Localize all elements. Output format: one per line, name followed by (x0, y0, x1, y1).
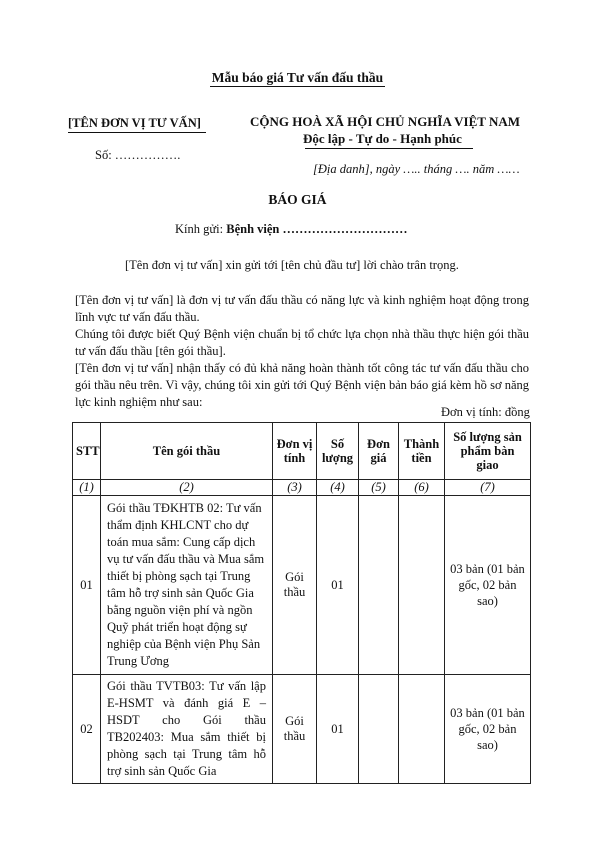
header-amount: Thành tiền (399, 423, 445, 480)
national-title: CỘNG HOÀ XÃ HỘI CHỦ NGHĨA VIỆT NAM (250, 114, 521, 129)
table-row (73, 675, 531, 784)
table-header-row (73, 423, 531, 480)
header-stt: STT (73, 423, 101, 480)
greeting-line: [Tên đơn vị tư vấn] xin gửi tới [tên chủ đầu tư] lời chào trân trọng. (125, 258, 459, 272)
header-unit-price: Đơn giá (359, 423, 399, 480)
salutation (175, 222, 408, 237)
header-unit: Đơn vị tính (273, 423, 317, 480)
national-motto: Độc lập - Tự do - Hạnh phúc (303, 131, 462, 146)
row-quantity: 01 (317, 675, 359, 784)
quotation-table (72, 422, 531, 784)
row-package-name: Gói thầu TVTB03: Tư vấn lập E-HSMT và đánh giá E – HSDT cho Gói thầu TB202403: Mua sắm thiết bị phòng sạch tại Trung tâm hỗ trợ sinh sản Quốc Gia (101, 675, 273, 784)
paragraph-intro: [Tên đơn vị tư vấn] là đơn vị tư vấn đấu thầu có năng lực và kinh nghiệm hoạt động trong lĩnh vực tư vấn đấu thầu. (75, 293, 529, 324)
row-stt: 02 (73, 675, 101, 784)
header-quantity: Số lượng (317, 423, 359, 480)
currency-unit-note: Đơn vị tính: đồng (441, 405, 530, 419)
index-cell: (1) (73, 480, 101, 496)
paragraph-context: Chúng tôi được biết Quý Bệnh viện chuẩn bị tổ chức lựa chọn nhà thầu thực hiện gói thầu tư vấn đấu thầu [tên gói thầu]. (75, 327, 529, 358)
row-unit: Gói thầu (273, 675, 317, 784)
form-title: Mẫu báo giá Tư vấn đấu thầu (211, 70, 384, 85)
document-number: Số: ……………. (95, 148, 181, 162)
row-unit: Gói thầu (273, 496, 317, 675)
index-cell: (6) (399, 480, 445, 496)
index-cell: (7) (445, 480, 531, 496)
consultant-org-name: [TÊN ĐƠN VỊ TƯ VẤN] (68, 116, 201, 130)
document-heading: BÁO GIÁ (268, 192, 327, 207)
table-row (73, 496, 531, 675)
org-name-underline (68, 132, 206, 133)
row-stt: 01 (73, 496, 101, 675)
row-quantity: 01 (317, 496, 359, 675)
salutation-label: Kính gửi: (175, 222, 227, 236)
index-cell: (5) (359, 480, 399, 496)
row-deliverables: 03 bản (01 bản gốc, 02 bản sao) (445, 675, 531, 784)
index-cell: (2) (101, 480, 273, 496)
row-unit-price (359, 675, 399, 784)
row-amount (399, 496, 445, 675)
motto-underline (305, 148, 473, 149)
row-amount (399, 675, 445, 784)
paragraph-proposal: [Tên đơn vị tư vấn] nhận thấy có đủ khả năng hoàn thành tốt công tác tư vấn đấu thầu cho gói thầu nêu trên. Vì vậy, chúng tôi xin gửi tới Quý Bệnh viện bản báo giá kèm hồ sơ năng lực kinh nghiệm như sau: (75, 361, 529, 409)
index-cell: (3) (273, 480, 317, 496)
row-package-name: Gói thầu TĐKHTB 02: Tư vấn thẩm định KHLCNT cho dự toán mua sắm: Cung cấp dịch vụ tư vấn đấu thầu và Mua sắm thiết bị phòng sạch tại Trung tâm hỗ trợ sinh sản Quốc Gia bằng nguồn viện phí và ngồn Quỹ phát triển hoạt động sự nghiệp của Bệnh viện Phụ Sản Trung Ương (101, 496, 273, 675)
header-deliverables: Số lượng sản phẩm bàn giao (445, 423, 531, 480)
place-date-line: [Địa danh], ngày ….. tháng …. năm …… (313, 162, 520, 176)
table-index-row (73, 480, 531, 496)
row-unit-price (359, 496, 399, 675)
header-package-name: Tên gói thầu (101, 423, 273, 480)
salutation-recipient: Bệnh viện ………………………… (226, 222, 408, 236)
index-cell: (4) (317, 480, 359, 496)
row-deliverables: 03 bản (01 bản gốc, 02 bản sao) (445, 496, 531, 675)
